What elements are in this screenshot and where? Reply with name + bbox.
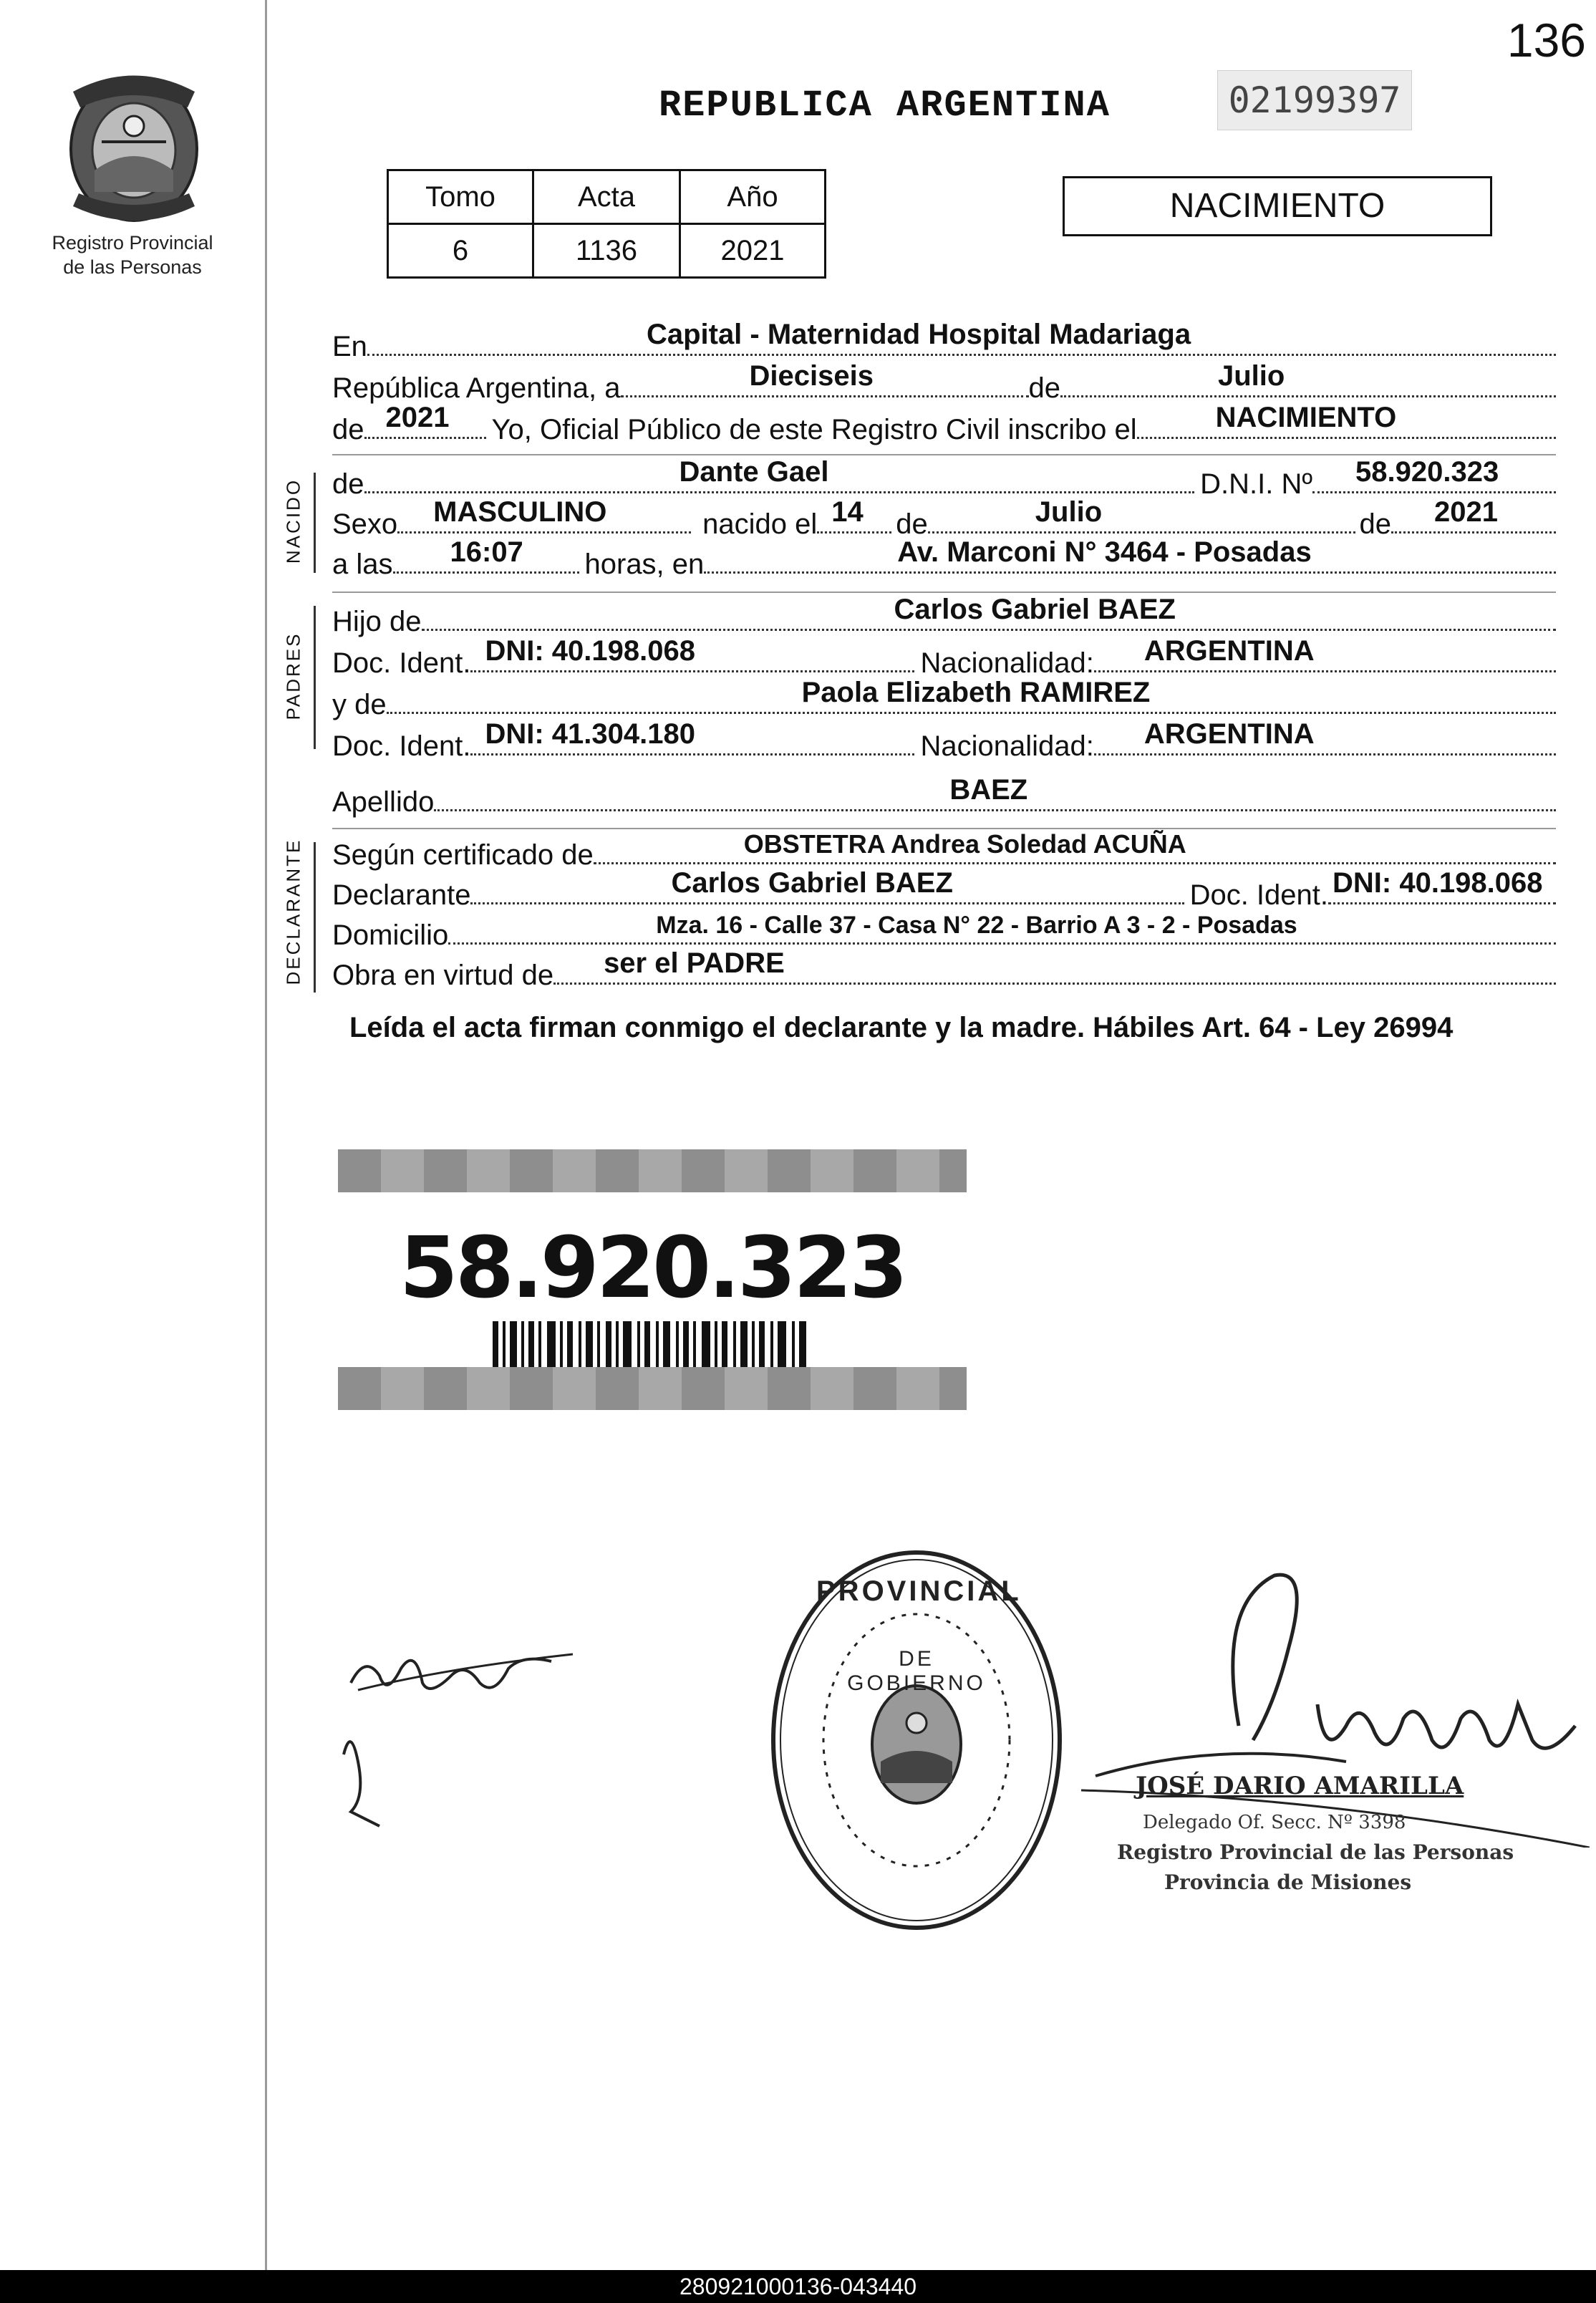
de-label: de [332,468,364,500]
a-las-label: a las [332,549,393,580]
father-nationality: ARGENTINA [1143,635,1315,667]
birth-address: Av. Marconi N° 3464 - Posadas [897,536,1312,568]
row-mother-doc [332,718,1556,766]
cert-label: Según certificado de [332,839,594,871]
de-label: de [1028,372,1060,404]
margin-line [265,0,267,2270]
province-emblem-icon [52,63,216,228]
official-name: JOSÉ DARIO AMARILLA [1136,1772,1464,1800]
official-title: Delegado Of. Secc. Nº 3398 [1143,1812,1406,1833]
acta-value: 1136 [533,224,680,278]
row-place [332,319,1556,367]
domicilio-value: Mza. 16 - Calle 37 - Casa N° 22 - Barrio A 3 - 2 - Posadas [656,912,1297,939]
child-dni: 58.920.323 [1355,456,1499,488]
declarante-doc: DNI: 40.198.068 [1333,867,1543,899]
nacionalidad-label: Nacionalidad: [920,647,1094,679]
official-signature [1074,1561,1590,1848]
inscribe-label: Yo, Oficial Público de este Registro Civil inscribo el [491,414,1137,445]
domicilio-label: Domicilio [332,919,449,951]
sticker-number: 58.920.323 [399,1218,906,1317]
yde-label: y de [332,689,387,720]
seal-top-label: PROVINCIAL [816,1575,1022,1607]
child-name: Dante Gael [679,456,829,488]
serial-number: 02199397 [1217,70,1412,130]
book-table [387,169,826,279]
table-header-ano: Año [680,170,826,224]
birth-day: 14 [831,496,864,528]
mother-name: Paola Elizabeth RAMIREZ [801,677,1151,708]
sexo-value: MASCULINO [433,496,607,528]
registry-name [29,231,236,279]
official-registry: Registro Provincial de las Personas [1117,1840,1514,1864]
country-title: REPUBLICA ARGENTINA [659,85,1111,127]
registry-line-2: de las Personas [63,256,202,278]
row-nacido-hour [332,536,1556,584]
ano-value: 2021 [680,224,826,278]
obra-value: ser el PADRE [604,947,785,979]
table-header-acta: Acta [533,170,680,224]
birth-year: 2021 [1434,496,1498,528]
table-row [388,224,826,278]
father-name: Carlos Gabriel BAEZ [894,594,1176,625]
page-number: 136 [1506,14,1586,67]
official-province: Provincia de Misiones [1164,1870,1412,1894]
nacido-side-label: NACIDO [282,478,304,564]
footer-code: 280921000136-043440 [0,2270,1596,2303]
table-header-tomo: Tomo [388,170,533,224]
year-label: de [332,414,364,445]
en-label: En [332,331,367,362]
row-obra [332,947,1556,995]
de-label: de [1359,508,1391,540]
sexo-label: Sexo [332,508,398,540]
doc-label: Doc. Ident. [332,730,471,762]
republica-label: República Argentina, a [332,372,621,404]
declarante-side-label: DECLARANTE [282,838,304,985]
cert-value: OBSTETRA Andrea Soledad ACUÑA [743,829,1186,859]
mother-nationality: ARGENTINA [1143,718,1315,750]
tomo-value: 6 [388,224,533,278]
declarante-label: Declarante [332,879,471,911]
table-header-row [388,170,826,224]
closing-text: Leída el acta firman conmigo el declarante y la madre. Hábiles Art. 64 - Ley 26994 [349,1012,1454,1043]
apellido-value: BAEZ [949,774,1028,806]
dni-sticker [338,1149,967,1410]
seal-inner-label: DE GOBIERNO [847,1647,986,1695]
birth-month: Julio [1035,496,1103,528]
dni-label: D.N.I. Nº [1200,468,1312,500]
place-value: Capital - Maternidad Hospital Madariaga [646,319,1191,350]
row-domicilio [332,912,1556,955]
row-year [332,402,1556,450]
de-label: de [896,508,928,540]
year-value: 2021 [385,402,450,433]
padres-side-label: PADRES [282,632,304,720]
document-type: NACIMIENTO [1063,176,1492,236]
registry-line-1: Registro Provincial [52,232,213,254]
father-doc: DNI: 40.198.068 [485,635,695,667]
obra-label: Obra en virtud de [332,960,554,991]
horas-label: horas, en [584,549,705,580]
mother-doc: DNI: 41.304.180 [485,718,695,750]
nacido-label: nacido el [702,508,818,540]
act-type-value: NACIMIENTO [1215,402,1397,433]
doc-label: Doc. Ident. [1189,879,1328,911]
declarante-name: Carlos Gabriel BAEZ [671,867,953,899]
apellido-label: Apellido [332,786,435,818]
row-declarante [332,867,1556,915]
declarant-signature [337,1640,580,1855]
nacionalidad-label: Nacionalidad: [920,730,1094,762]
month-value: Julio [1218,360,1285,392]
row-apellido [332,774,1556,822]
day-value: Dieciseis [749,360,874,392]
doc-label: Doc. Ident. [332,647,471,679]
birth-hour: 16:07 [450,536,523,568]
hijo-label: Hijo de [332,606,422,637]
